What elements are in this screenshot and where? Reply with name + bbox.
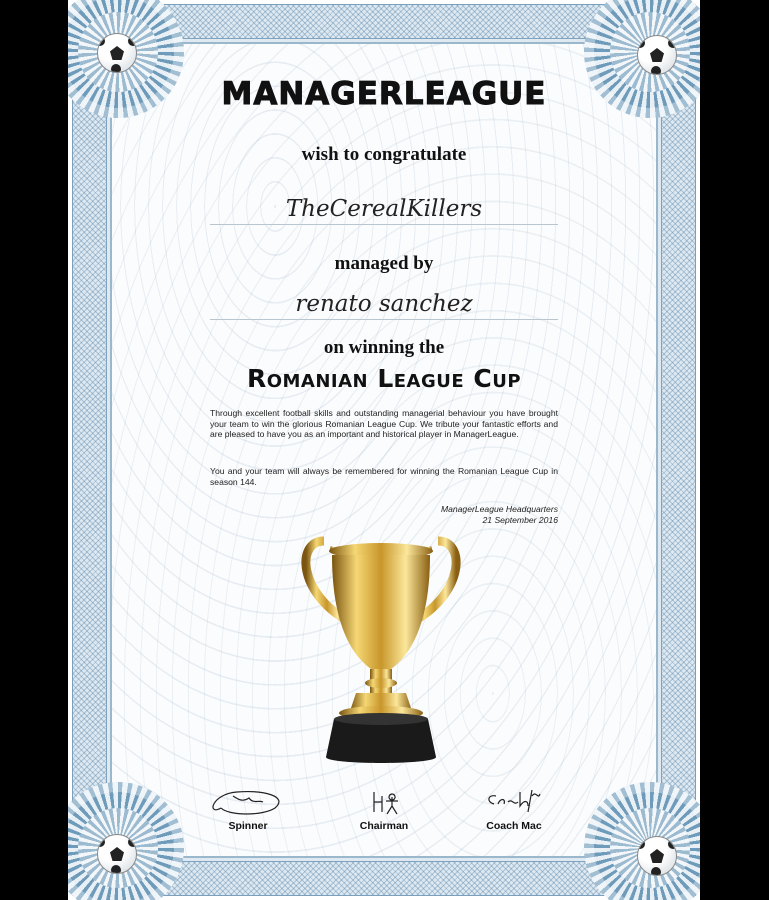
- chairman-signature-icon: [354, 786, 414, 818]
- issuer-name: ManagerLeague Headquarters: [440, 504, 558, 514]
- spinner-signature-icon: [203, 786, 293, 818]
- cup-name: Romanian League Cup: [246, 364, 522, 393]
- org-title: MANAGERLEAGUE: [221, 76, 547, 112]
- trophy-icon: [286, 533, 476, 778]
- signature-chairman: [334, 786, 434, 832]
- award-paragraph: Through excellent football skills and outstanding managerial behaviour you have brought your team to win the glorious Romanian League Cup. We tribute your fantastic efforts and are pleased to have you as an important and historical player in ManagerLeague.: [210, 408, 558, 440]
- signature-label: Chairman: [359, 820, 409, 832]
- certificate-content: [68, 0, 700, 900]
- soccer-ball-icon: [97, 33, 137, 73]
- team-name: TheCerealKillers: [210, 196, 558, 225]
- remembrance-paragraph: You and your team will always be remembered for winning the Romanian League Cup in season 144.: [210, 466, 558, 487]
- managed-by-line: managed by: [334, 253, 434, 274]
- signature-coach-mac: [464, 786, 564, 832]
- soccer-ball-icon: [637, 35, 677, 75]
- coach-mac-signature-icon: [474, 786, 554, 818]
- soccer-ball-icon: [97, 834, 137, 874]
- issuer-block: [308, 504, 558, 526]
- winning-line: on winning the: [323, 337, 445, 358]
- issue-date: 21 September 2016: [482, 515, 558, 525]
- signature-label: Spinner: [228, 820, 268, 832]
- soccer-ball-icon: [637, 836, 677, 876]
- signature-label: Coach Mac: [486, 820, 542, 832]
- congratulate-line: wish to congratulate: [301, 144, 467, 165]
- signature-spinner: [198, 786, 298, 832]
- certificate-page: [68, 0, 700, 900]
- manager-name: renato sanchez: [210, 291, 558, 320]
